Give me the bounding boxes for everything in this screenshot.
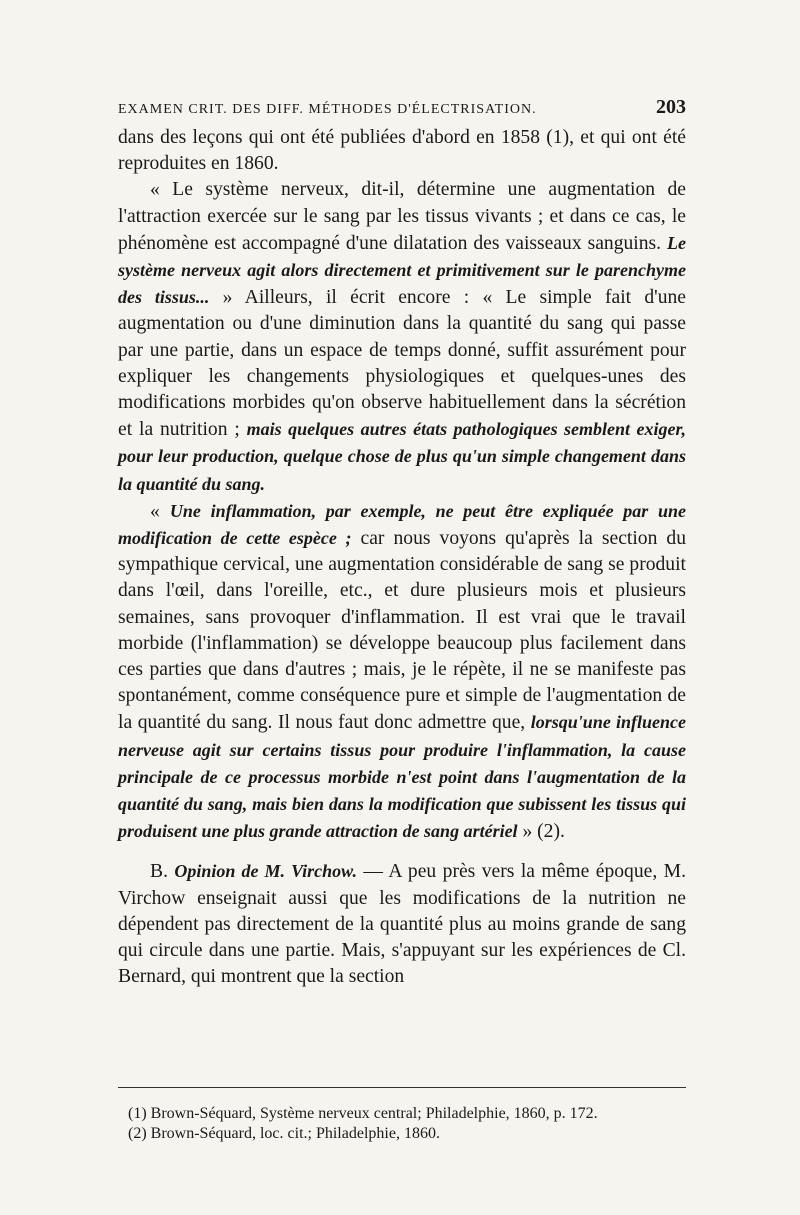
paragraph-quote-2: « Une inflammation, par exemple, ne peut être expliquée par une modification de cette espèce ; car nous voyons qu'après la section du sympathique cervical, une augmentation considérable de sang se produit dans l'œil, dans l'oreille, etc., et dure plusieurs mois et plusieurs semaines, sans provoquer d'inflammation. Il est vrai que le travail morbide (l'inflammation) se développe beaucoup plus facilement dans ces parties que dans d'autres ; mais, je le répète, il ne se manifeste pas spontanément, comme conséquence pure et simple de l'augmentation de la quantité du sang. Il nous faut donc admettre que, lorsqu'une influence nerveuse agit sur certains tissus pour produire l'inflammation, la cause principale de ce processus morbide n'est point dans l'augmentation de la quantité du sang, mais bien dans la modification que subissent les tissus qui produisent une plus grande attraction de sang artériel » (2). (118, 500, 686, 843)
running-title: EXAMEN CRIT. DES DIFF. MÉTHODES D'ÉLECTRISATION. (118, 102, 537, 117)
italic-passage: lorsqu'une influence nerveuse agit sur certains tissus pour produire l'inflammation, la cause principale de ce processus morbide n'est point dans l'augmentation de la quantité du sang, mais bien dans la modification que subissent les tissus qui produisent une plus grande attraction de sang artériel (118, 712, 686, 842)
italic-passage: Le système nerveux agit alors directement et primitivement sur le parenchyme des tissus... (118, 232, 686, 308)
footnotes (128, 1104, 688, 1144)
footnote-1: (1) Brown-Séquard, Système nerveux central; Philadelphie, 1860, p. 172. (128, 1105, 598, 1122)
page-header (118, 96, 686, 119)
italic-passage: mais quelques autres états pathologiques semblent exiger, pour leur production, quelque chose de plus qu'un simple changement dans la quantité du sang. (118, 419, 686, 494)
page-number: 203 (656, 96, 686, 118)
footnote-2: (2) Brown-Séquard, loc. cit.; Philadelphie, 1860. (128, 1125, 440, 1142)
paragraph-continuation: dans des leçons qui ont été publiées d'abord en 1858 (1), et qui ont été reproduites en 1860. (118, 127, 686, 175)
paragraph-quote-1: « Le système nerveux, dit-il, détermine une augmentation de l'attraction exercée sur le sang par les tissus vivants ; et dans ce cas, le phénomène est accompagné d'une dilatation des vaisseaux sanguins. Le système nerveux agit alors directement et primitivement sur le parenchyme des tissus... » Ailleurs, il écrit encore : « Le simple fait d'une augmentation ou d'une diminution dans la quantité du sang qui passe par une partie, dans un espace de temps donné, suffit assurément pour expliquer les changements physiologiques et quelques-unes des modifications morbides qu'on observe habituellement dans la sécrétion et la nutrition ; mais quelques autres états pathologiques semblent exiger, pour leur production, quelque chose de plus qu'un simple changement dans la quantité du sang. (118, 179, 686, 494)
section-heading-virchow: Opinion de M. Virchow. (174, 861, 357, 882)
main-text (118, 125, 686, 991)
paragraph-virchow: B. Opinion de M. Virchow. — A peu près vers la même époque, M. Virchow enseignait aussi que les modifications de la nutrition ne dépendent pas directement de la quantité plus au moins grande de sang qui circule dans une partie. Mais, s'appuyant sur les expériences de Cl. Bernard, qui montrent que la section (118, 861, 687, 988)
italic-passage: Une inflammation, par exemple, ne peut être expliquée par une modification de cette espèce ; (118, 500, 686, 549)
footnote-divider (118, 1087, 686, 1088)
